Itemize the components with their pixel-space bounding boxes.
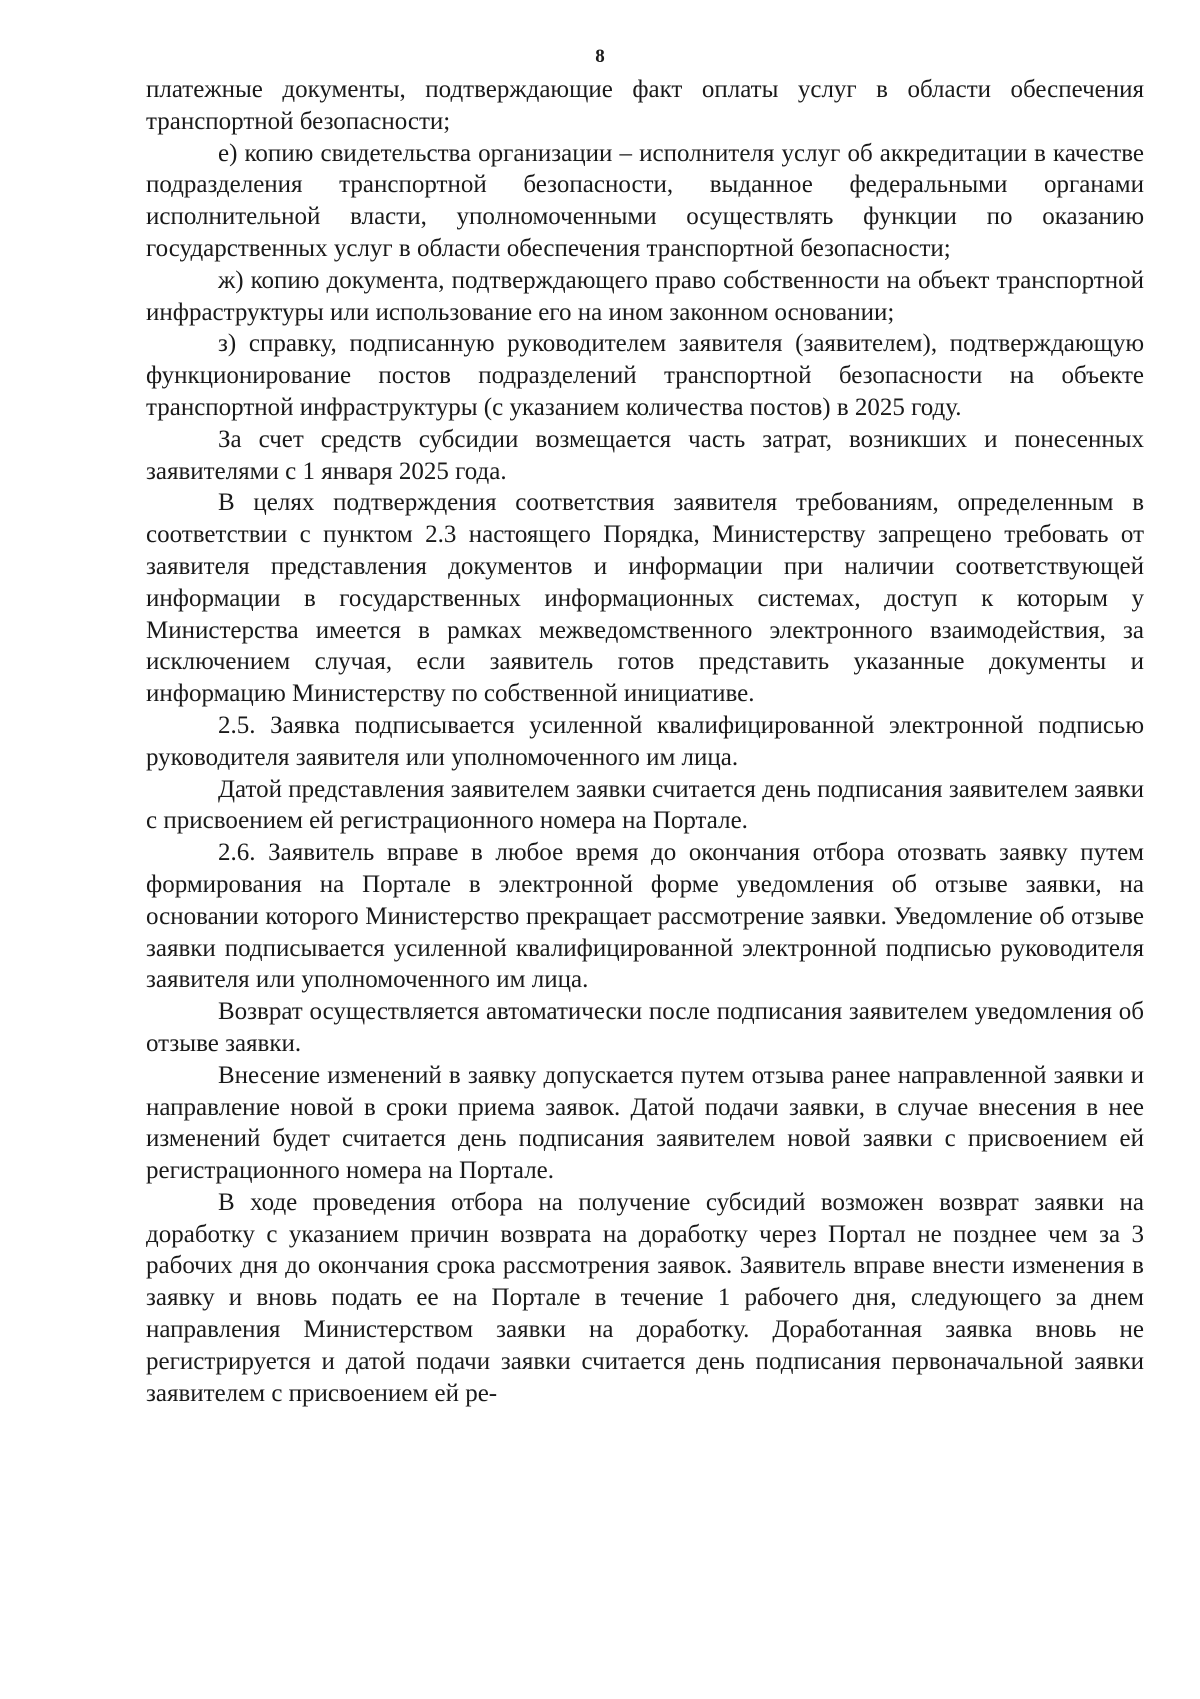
paragraph-changes: Внесение изменений в заявку допускается путем отзыва ранее направленной заявки и направление новой в сроки приема заявок. Датой подачи заявки, в случае внесения в нее изменений будет считается день подписания заявителем новой заявки с присвоением ей регистрационного номера на Портале. [146, 1061, 1144, 1185]
paragraph-item-z: з) справку, подписанную руководителем заявителя (заявителем), подтверждающую функционирование постов подразделений транспортной безопасности на объекте транспортной инфраструктуры (с указанием количества постов) в 2025 году. [146, 330, 1144, 421]
paragraph-return: Возврат осуществляется автоматически после подписания заявителем уведомления об отзыве заявки. [146, 998, 1144, 1057]
paragraph-subsidy-costs: За счет средств субсидии возмещается часть затрат, возникших и понесенных заявителями с 1 января 2025 года. [146, 425, 1144, 485]
paragraph-compliance: В целях подтверждения соответствия заявителя требованиям, определенным в соответствии с пунктом 2.3 настоящего Порядка, Министерству запрещено требовать от заявителя представления документов и информации при наличии соответствующей информации в государственных информационных системах, доступ к которым у Министерства имеется в рамках межведомственного электронного взаимодействия, за исключением случая, если заявитель готов представить указанные документы и информацию Министерству по собственной инициативе. [146, 489, 1144, 708]
paragraph-submission-date: Датой представления заявителем заявки считается день подписания заявителем заявки с присвоением ей регистрационного номера на Портале. [146, 775, 1144, 835]
paragraph-item-e: е) копию свидетельства организации – исполнителя услуг об аккредитации в качестве подразделения транспортной безопасности, выданное федеральными органами исполнительной власти, уполномоченными осуществлять функции по оказанию государственных услуг в области обеспечения транспортной безопасности; [146, 139, 1144, 262]
paragraph-revision: В ходе проведения отбора на получение субсидий возможен возврат заявки на доработку с указанием причин возврата на доработку через Портал не позднее чем за 3 рабочих дня до окончания срока рассмотрения заявок. Заявитель вправе внести изменения в заявку и вновь подать ее на Портале в течение 1 рабочего дня, следующего за днем направления Министерством заявки на доработку. Доработанная заявка вновь не регистрируется и датой подачи заявки считается день подписания первоначальной заявки заявителем с присвоением ей ре- [146, 1188, 1144, 1407]
document-body [146, 74, 1144, 1409]
paragraph-item-zh: ж) копию документа, подтверждающего право собственности на объект транспортной инфраструктуры или использование его на ином законном основании; [146, 266, 1144, 326]
paragraph-payment-documents: платежные документы, подтверждающие факт оплаты услуг в области обеспечения транспортной безопасности; [146, 76, 1144, 135]
paragraph-section-2-6: 2.6. Заявитель вправе в любое время до окончания отбора отозвать заявку путем формирования на Портале в электронной форме уведомления об отзыве заявки, на основании которого Министерство прекращает рассмотрение заявки. Уведомление об отзыве заявки подписывается усиленной квалифицированной электронной подписью руководителя заявителя или уполномоченного им лица. [146, 839, 1144, 994]
page-number: 8 [595, 46, 605, 67]
paragraph-section-2-5: 2.5. Заявка подписывается усиленной квалифицированной электронной подписью руководителя заявителя или уполномоченного им лица. [146, 711, 1144, 771]
